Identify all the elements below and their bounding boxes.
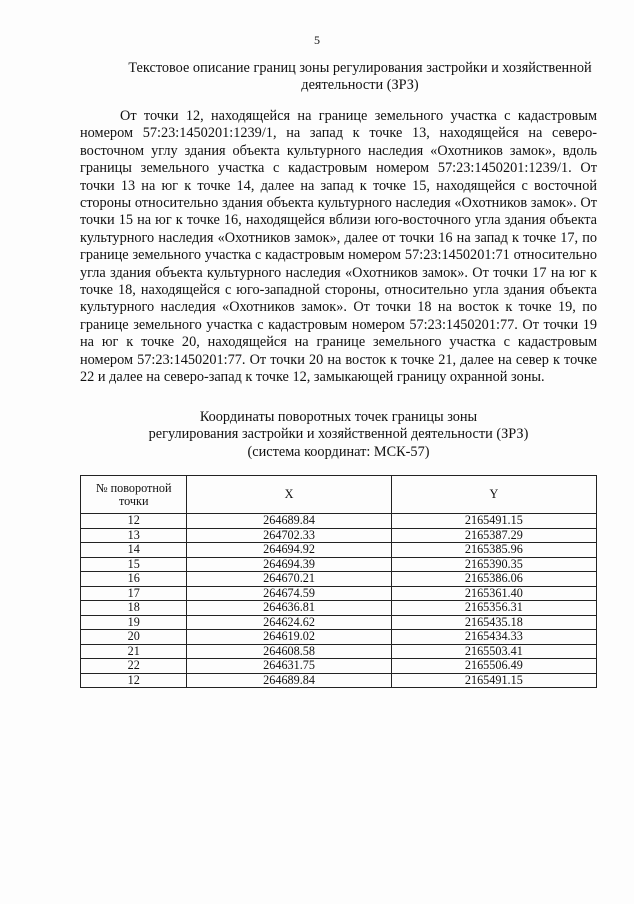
- table-row: [81, 543, 597, 558]
- table-caption: [80, 409, 597, 461]
- cell-point: 12: [81, 514, 187, 529]
- cell-point: 21: [81, 644, 187, 659]
- cell-x: 264619.02: [187, 630, 391, 645]
- table-row: [81, 659, 597, 674]
- table-row: [81, 673, 597, 688]
- table-caption-line-1: Координаты поворотных точек границы зоны: [199, 409, 478, 425]
- boundary-description-paragraph: От точки 12, находящейся на границе земельного участка с кадастровым номером 57:23:1450201:1239/1, на запад к точке 13, находящейся на северо-восточном углу здания объекта культурного наследия «Охотников замок», вдоль границы земельного участка с кадастровым номером 57:23:1450201:1239/1. От точки 13 на юг к точке 14, далее на запад к точке 15, находящейся с восточной стороны относительно здания объекта культурного наследия «Охотников замок». От точки 15 на юг к точке 16, находящейся вблизи юго-восточного угла здания объекта культурного наследия «Охотников замок», далее от точки 16 на запад к точке 17, по границе земельного участка с кадастровым номером 57:23:1450201:71 относительно угла здания объекта культурного наследия «Охотников замок». От точки 17 на юг к точке 18, находящейся с юго-западной стороны, относительно угла здания объекта культурного наследия «Охотников замок». От точки 18 на восток к точке 19, по границе земельного участка с кадастровым номером 57:23:1450201:77. От точки 19 на юг к точке 20, находящейся на границе земельного участка с кадастровым номером 57:23:1450201:77. От точки 20 на восток к точке 21, далее на север к точке 22 и далее на северо-запад к точке 12, замыкающей границу охранной зоны.: [80, 108, 597, 386]
- cell-x: 264702.33: [187, 528, 391, 543]
- cell-y: 2165506.49: [391, 659, 596, 674]
- document-title: Текстовое описание границ зоны регулирования застройки и хозяйственной деятельности (ЗРЗ): [128, 60, 592, 93]
- cell-y: 2165361.40: [391, 586, 596, 601]
- cell-point: 12: [81, 673, 187, 688]
- cell-x: 264689.84: [187, 514, 391, 529]
- cell-y: 2165387.29: [391, 528, 596, 543]
- cell-point: 20: [81, 630, 187, 645]
- cell-point: 19: [81, 615, 187, 630]
- table-caption-line-3: (система координат: МСК-57): [247, 443, 430, 460]
- cell-x: 264670.21: [187, 572, 391, 587]
- cell-y: 2165390.35: [391, 557, 596, 572]
- table-row: [81, 514, 597, 529]
- cell-x: 264631.75: [187, 659, 391, 674]
- cell-y: 2165434.33: [391, 630, 596, 645]
- cell-y: 2165491.15: [391, 514, 596, 529]
- cell-x: 264674.59: [187, 586, 391, 601]
- cell-x: 264608.58: [187, 644, 391, 659]
- cell-y: 2165435.18: [391, 615, 596, 630]
- header-point-number: № поворотной точки: [81, 476, 187, 514]
- cell-x: 264624.62: [187, 615, 391, 630]
- cell-y: 2165503.41: [391, 644, 596, 659]
- header-x: X: [187, 476, 391, 514]
- page-number: 5: [314, 33, 320, 47]
- table-row: [81, 615, 597, 630]
- table-row: [81, 601, 597, 616]
- table-row: [81, 630, 597, 645]
- table-row: [81, 586, 597, 601]
- cell-point: 16: [81, 572, 187, 587]
- table-row: [81, 528, 597, 543]
- cell-point: 15: [81, 557, 187, 572]
- cell-y: 2165386.06: [391, 572, 596, 587]
- cell-x: 264694.92: [187, 543, 391, 558]
- table-row: [81, 644, 597, 659]
- cell-y: 2165385.96: [391, 543, 596, 558]
- table-header-row: [81, 476, 597, 514]
- table-row: [81, 557, 597, 572]
- cell-point: 13: [81, 528, 187, 543]
- header-y: Y: [391, 476, 596, 514]
- cell-y: 2165356.31: [391, 601, 596, 616]
- cell-point: 18: [81, 601, 187, 616]
- coordinates-table: [80, 475, 597, 688]
- cell-point: 22: [81, 659, 187, 674]
- table-caption-line-2: регулирования застройки и хозяйственной деятельности (ЗРЗ): [148, 426, 529, 443]
- cell-x: 264694.39: [187, 557, 391, 572]
- cell-point: 14: [81, 543, 187, 558]
- cell-y: 2165491.15: [391, 673, 596, 688]
- cell-x: 264689.84: [187, 673, 391, 688]
- cell-x: 264636.81: [187, 601, 391, 616]
- cell-point: 17: [81, 586, 187, 601]
- table-row: [81, 572, 597, 587]
